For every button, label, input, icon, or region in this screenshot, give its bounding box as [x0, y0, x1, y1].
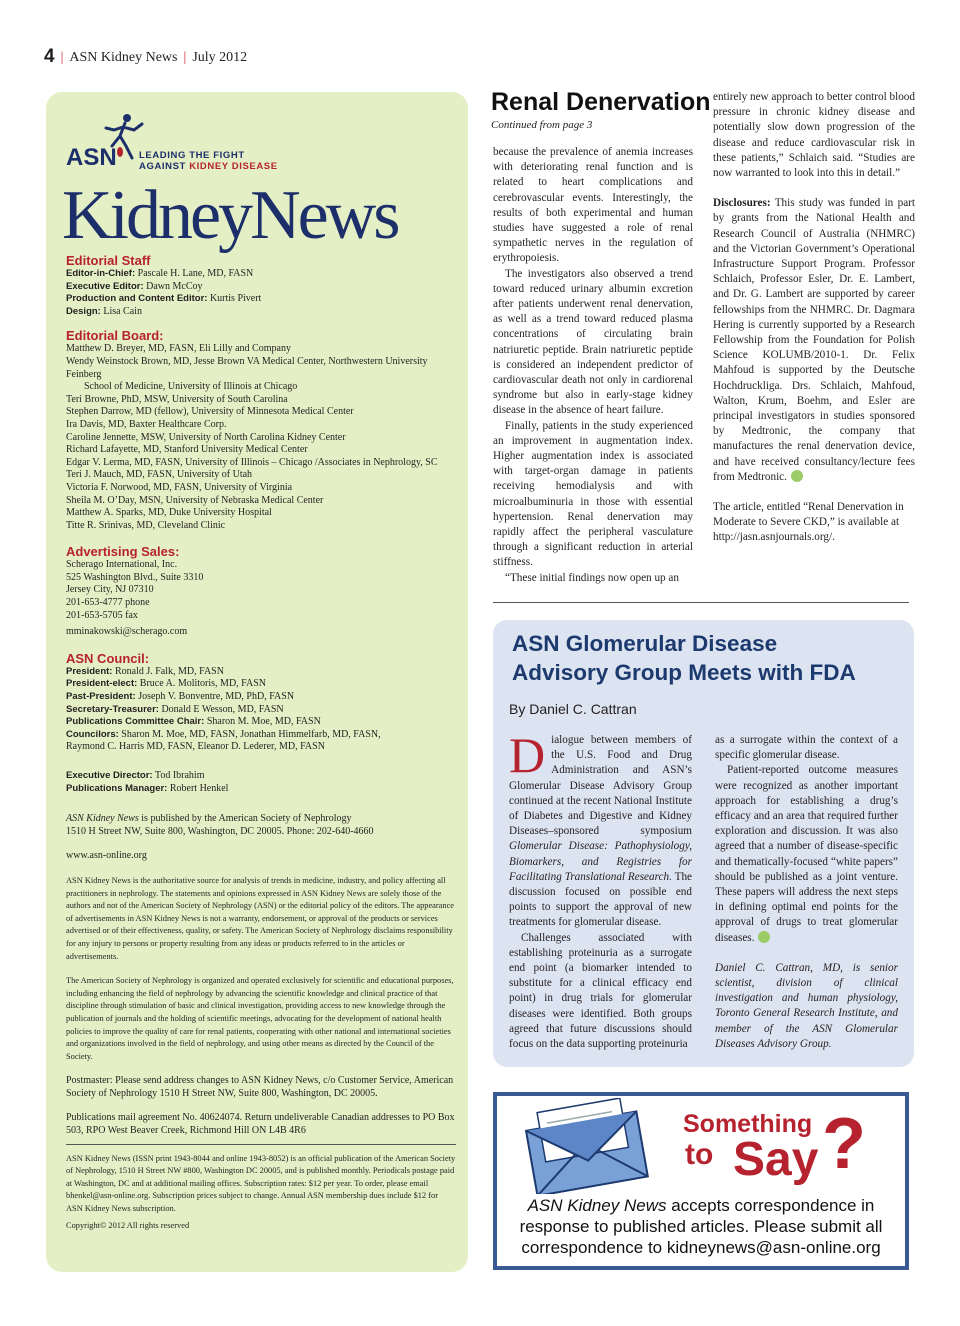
logo-asn: ASN [66, 144, 117, 171]
divider [493, 602, 909, 603]
board-member: Matthew D. Breyer, MD, FASN, Eli Lilly and Company [66, 343, 291, 355]
council-item: Secretary-Treasurer: Donald E Wesson, MD, FASN [66, 703, 284, 715]
executive-director: Executive Director: Tod Ibrahim [66, 770, 205, 781]
council-item: President-elect: Bruce A. Molitoris, MD, FASN [66, 678, 266, 690]
renal-column-2 [713, 90, 915, 546]
renal-disclosures: Disclosures: This study was funded in part by grants from the National Health and Research Council of Australia (NHMRC) and the Victorian Government’s Operational Infrastructure Support Program. Professor Schlaich, Professor Esler, Dr. E. Lambert, and Dr. G. Lambert are supported by career fellowships from the NHMRC. Dr. Dagmara Hering is currently supported by a Research Fellowship from the Foundation for Polish Science KOLUMB/2010-1. Dr. Felix Mahfoud is supported by the Deutsche Hochdruckliga. Drs. Schlaich, Mahfoud, Walton, Krum, Boehm, and Esler are principal investigators in studies sponsored by Medtronic, the company that manufactures the renal denervation device, and have received consultancy/lecture fees from Medtronic. [713, 197, 915, 483]
board-member: Ira Davis, MD, Baxter Healthcare Corp. [66, 418, 227, 430]
staff-item: Editor-in-Chief: Pascale H. Lane, MD, FASN [66, 268, 254, 279]
disclaimer: ASN Kidney News is the authoritative source for analysis of trends in medicine, industry, and policy affecting all practitioners in nephrology. The statements and opinions expressed in ASN Kidney News are solely those of the authors and not of the American Society of Nephrology (ASN) or the editorial policy of the editors. The appearance of advertisements in ASN Kidney News is not a warranty, endorsement, or approval of the products or services advertised or of their effectiveness, quality, or safety. The American Society of Nephrology disclaims responsibility for any injury to persons or property resulting from any ideas or products referred to in the articles or advertisements. [66, 875, 455, 961]
advertising-line: 201-653-4777 phone [66, 597, 150, 609]
issue-date: July 2012 [192, 50, 248, 65]
board-member: Teri J. Mauch, MD, FASN, University of Utah [66, 469, 253, 481]
glomerular-p1: Dialogue between members of the U.S. Food and Drug Administration and ASN’s Glomerular Disease Advisory Group continued at the recent National Institute of Diabetes and Digestive and Kidney Diseases–sponsored symposium Glomerular Disease: Pathophysiology, Biomarkers, and Registries for Facilitating Translational Research. The discussion focused on possible end points to support the approval of new treatments for glomerular disease. [509, 727, 692, 929]
say-heading-to: to [685, 1138, 714, 1171]
staff-item: Executive Editor: Dawn McCoy [66, 280, 203, 292]
advertising-line: Scherago International, Inc. [66, 559, 178, 571]
board-member: Wendy Weinstock Brown, MD, Jesse Brown VA Medical Center, Northwestern University Feinberg [66, 355, 428, 380]
page-header: 4 | ASN Kidney News | July 2012 [44, 46, 248, 67]
council-item: Councilors: Sharon M. Moe, MD, FASN, Jonathan Himmelfarb, MD, FASN, [66, 728, 381, 740]
end-mark-icon [758, 931, 770, 943]
publications-manager: Publications Manager: Robert Henkel [66, 782, 229, 794]
renal-column-1 [493, 145, 693, 590]
board-member: Teri Browne, PhD, MSW, University of South Carolina [66, 393, 288, 405]
logo-kidneynews: KidneyNews [62, 177, 398, 254]
renal-availability: The article, entitled “Renal Denervation in Moderate to Severe CKD,” is available at http://jasn.asnjournals.org/. [713, 501, 904, 544]
author-bio: Daniel C. Cattran, MD, is senior scientist, division of clinical investigation and human physiology, Toronto General Research Institute, and member of the ASN Glomerular Diseases Advisory Group. [715, 961, 898, 1050]
glomerular-title-2: Advisory Group Meets with FDA [512, 660, 856, 685]
website[interactable]: www.asn-online.org [66, 850, 147, 862]
advertising-line: 525 Washington Blvd., Suite 3310 [66, 571, 204, 583]
renal-paragraph: Finally, patients in the study experienced an improvement in augmentation index. Higher augmentation index is associated with target-organ damage in patients receiving hemodialysis and with microalbuminuria in those with essential hypertension. Renal denervation may rapidly affect the peripheral vasculature through a significant reduction in arterial stiffness. [493, 419, 693, 569]
editorial-board-list [66, 343, 456, 532]
say-heading-something: Something [683, 1110, 813, 1138]
drop-cap: D [509, 727, 546, 783]
staff-item: Design: Lisa Cain [66, 305, 142, 317]
council-item: Publications Committee Chair: Sharon M. Moe, MD, FASN [66, 716, 321, 728]
council-item: Past-President: Joseph V. Bonventre, MD, PhD, FASN [66, 691, 295, 703]
logo-tagline-2: AGAINST KIDNEY DISEASE [139, 161, 278, 172]
published-by: ASN Kidney News is published by the American Society of Nephrology [66, 813, 352, 825]
board-member: Caroline Jennette, MSW, University of North Carolina Kidney Center [66, 431, 346, 443]
advertising-list [66, 559, 456, 622]
end-mark-icon [791, 470, 803, 482]
advertising-line: Jersey City, NJ 07310 [66, 584, 154, 596]
copyright: Copyright© 2012 All rights reserved [66, 1220, 190, 1230]
glomerular-p4: Patient-reported outcome measures were recognized as another important approach for establishing a drug’s efficacy and an area that required further exploration and discussion. It was also agreed that a number of disease-specific and thematically-focused “white papers” should be published as a joint venture. These papers will address the next steps in defining optimal end points for the approval of drugs to treat glomerular diseases. [715, 764, 898, 944]
board-member: Matthew A. Sparks, MD, Duke University Hospital [66, 507, 272, 519]
editorial-staff-list [66, 268, 456, 318]
page-number: 4 [44, 46, 55, 67]
staff-item: Production and Content Editor: Kurtis Pivert [66, 293, 262, 305]
advertising-heading: Advertising Sales: [66, 544, 180, 560]
board-member: Edgar V. Lerma, MD, FASN, University of Illinois – Chicago /Associates in Nephrology, SC [66, 456, 438, 468]
question-mark-icon: ? [822, 1104, 866, 1184]
say-heading-say: Say [733, 1133, 819, 1186]
renal-paragraph: because the prevalence of anemia increases with deteriorating renal function and is related to heart complications and cerebrovascular events. Interestingly, the results of both experimental and human studies have suggested a role of renal sympathetic nerves in the regulation of erythropoiesis. [493, 146, 693, 265]
editorial-board-heading: Editorial Board: [66, 328, 164, 344]
about-asn: The American Society of Nephrology is organized and operated exclusively for scientific and educational purposes, including enhancing the field of nephrology by advancing the scientific knowledge and clinical practice of that discipline through stimulation of basic and clinical investigation, providing access to new knowledge through the publication of journals and the holding of scientific meetings, advocating for the development of national health policies to improve the quality of care for renal patients, cooperating with other national and international societies and organizations involved in the field of nephrology, and using other means as directed by the Council of the Society. [66, 976, 454, 1061]
councilors-cont: Raymond C. Harris MD, FASN, Eleanor D. Lederer, MD, FASN [66, 741, 325, 753]
council-list [66, 666, 456, 742]
advertising-line: 201-653-5705 fax [66, 609, 138, 621]
board-member: Titte R. Srinivas, MD, Cleveland Clinic [66, 519, 226, 531]
asn-address: 1510 H Street NW, Suite 800, Washington, DC 20005. Phone: 202-640-4660 [66, 825, 374, 837]
logo-tagline-1: LEADING THE FIGHT [139, 150, 245, 161]
advertising-email[interactable]: mminakowski@scherago.com [66, 626, 188, 638]
issn-info: ASN Kidney News (ISSN print 1943-8044 and online 1943-8052) is an official publication of the American Society of Nephrology, 1510 H Street NW #800, Washington DC 20005, and is published monthly. Periodicals postage paid at Washington, DC and at additional mailing offices. Subscription rates: $12 per year. To order, please email bhenkel@asn-online.org. Subscription prices subject to change. Annual ASN membership dues include $12 for ASN Kidney News subscription. [66, 1153, 456, 1214]
board-member: Sheila M. O’Day, MSN, University of Nebraska Medical Center [66, 494, 324, 506]
glomerular-column-1 [509, 727, 692, 1052]
envelope-icon [510, 1098, 670, 1194]
glomerular-title-1: ASN Glomerular Disease [512, 631, 778, 656]
board-member: Richard Lafayette, MD, Stanford University Medical Center [66, 444, 308, 456]
council-item: President: Ronald J. Falk, MD, FASN [66, 665, 224, 677]
glomerular-column-2 [715, 733, 898, 1052]
board-member: Victoria F. Norwood, MD, FASN, University of Virginia [66, 481, 293, 493]
glomerular-p3: as a surrogate within the context of a specific glomerular disease. [715, 734, 898, 762]
mail-agreement: Publications mail agreement No. 40624074. Return undeliverable Canadian addresses to PO Box 503, RPO West Beaver Creek, Richmond Hill ON L4B 4R6 [66, 1112, 456, 1144]
editorial-staff-heading: Editorial Staff [66, 253, 151, 268]
postmaster: Postmaster: Please send address changes to ASN Kidney News, c/o Customer Service, American Society of Nephrology 1510 H Street NW, Suite 800, Washington, DC 20005. [66, 1075, 454, 1099]
council-heading: ASN Council: [66, 650, 150, 666]
byline: By Daniel C. Cattran [509, 701, 637, 717]
renal-col2-top: entirely new approach to better control blood pressure in chronic kidney disease and potentially slow down progression of the disease and reduce cardiovascular risk in these patients,” Schlaich said. “Studies are now warranted to look into this in detail.” [713, 91, 915, 180]
masthead-content [66, 253, 456, 1232]
renal-paragraph: “These initial findings now open up an [505, 571, 679, 584]
continued-note[interactable]: Continued from page 3 [491, 119, 593, 131]
renal-paragraph: The investigators also observed a trend toward reduced urinary albumin excretion after patients underwent renal denervation, as well as a trend toward reduced plasma concentrations of circulating brain natriuretic peptide. Brain natriuretic peptide is considered an independent predictor of cardiovascular death not only in cardiorenal syndrome but also in early-stage kidney disease in the absence of heart failure. [493, 267, 693, 417]
correspondence-text: ASN Kidney News accepts correspondence in response to published articles. Please submit all correspondence to kidneynews@asn-online.org [519, 1196, 883, 1257]
board-member: Stephen Darrow, MD (fellow), University of Minnesota Medical Center [66, 406, 354, 418]
board-member: School of Medicine, University of Illinois at Chicago [84, 381, 298, 393]
publication-name: ASN Kidney News [69, 50, 178, 65]
renal-title: Renal Denervation [491, 88, 711, 116]
glomerular-p2: Challenges associated with establishing proteinuria as a surrogate end point (a biomarker intended to substitute for a clinical efficacy end point) in drug trials for glomerular diseases were identified. Both groups agreed that future discussions should focus on the data supporting proteinuria [509, 931, 692, 1051]
